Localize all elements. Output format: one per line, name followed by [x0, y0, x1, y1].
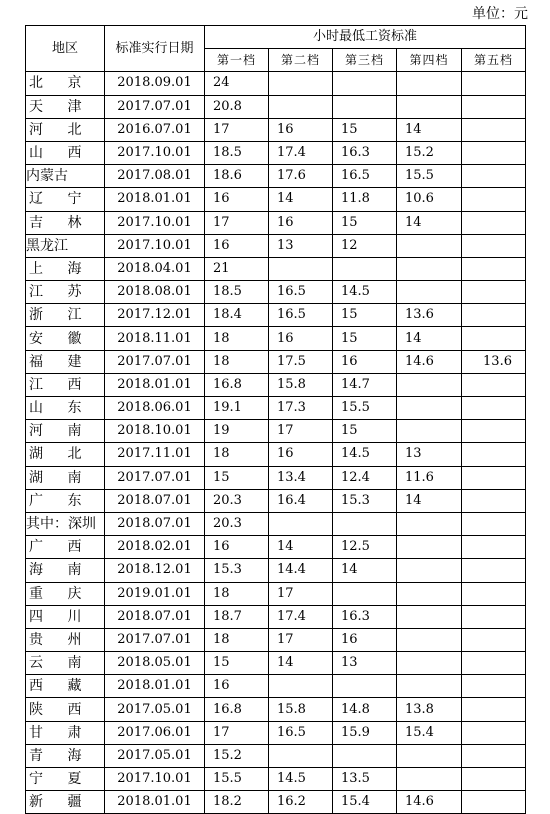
wage-level-3-cell: 16: [333, 628, 397, 651]
wage-level-2-cell: 16.4: [269, 489, 333, 512]
region-name: 江 西: [29, 376, 92, 393]
region-name: 辽 宁: [29, 191, 92, 208]
wage-level-3-cell: 15.3: [333, 489, 397, 512]
wage-level-5-cell: [462, 257, 526, 280]
wage-level-3-cell: 15: [333, 304, 397, 327]
wage-level-2-cell: [269, 744, 333, 767]
wage-level-1-cell: 15: [205, 652, 269, 675]
region-name: 湖 南: [29, 469, 92, 486]
table-row: [26, 118, 526, 141]
wage-level-4-cell: [397, 257, 462, 280]
date-cell: 2018.01.01: [105, 188, 205, 211]
wage-level-3-cell: 14.8: [333, 698, 397, 721]
table-row: [26, 628, 526, 651]
wage-level-3-cell: 15: [333, 211, 397, 234]
wage-level-1-cell: 18: [205, 327, 269, 350]
region-name: 福 建: [29, 353, 92, 370]
header-level-1: 第一档: [205, 49, 269, 72]
wage-level-5-cell: [462, 397, 526, 420]
table-row: [26, 350, 526, 373]
wage-level-5-cell: [462, 420, 526, 443]
table-row: [26, 281, 526, 304]
wage-level-4-cell: [397, 397, 462, 420]
region-cell: [26, 420, 105, 443]
wage-level-5-cell: [462, 791, 526, 814]
wage-level-5-cell: [462, 652, 526, 675]
region-name: 四 川: [29, 608, 92, 625]
wage-level-3-cell: 15: [333, 118, 397, 141]
wage-level-5-cell: 13.6: [462, 350, 526, 373]
wage-level-4-cell: [397, 768, 462, 791]
date-cell: 2018.01.01: [105, 675, 205, 698]
region-cell: [26, 327, 105, 350]
wage-level-4-cell: [397, 628, 462, 651]
wage-level-1-cell: 16.8: [205, 698, 269, 721]
wage-level-1-cell: 21: [205, 257, 269, 280]
region-name: 贵 州: [29, 631, 92, 648]
wage-level-4-cell: [397, 234, 462, 257]
wage-level-3-cell: 16.5: [333, 165, 397, 188]
wage-level-1-cell: 17: [205, 211, 269, 234]
region-name: 海 南: [29, 562, 92, 579]
region-cell: [26, 466, 105, 489]
wage-level-3-cell: 15.9: [333, 721, 397, 744]
wage-level-2-cell: [269, 257, 333, 280]
table-row: [26, 675, 526, 698]
header-level-2: 第二档: [269, 49, 333, 72]
table-row: [26, 652, 526, 675]
wage-level-2-cell: 15.8: [269, 373, 333, 396]
wage-level-5-cell: [462, 536, 526, 559]
wage-level-5-cell: [462, 304, 526, 327]
date-cell: 2017.10.01: [105, 211, 205, 234]
wage-level-1-cell: 18: [205, 582, 269, 605]
wage-level-5-cell: [462, 211, 526, 234]
wage-level-4-cell: 14: [397, 327, 462, 350]
table-row: [26, 95, 526, 118]
region-cell: [26, 118, 105, 141]
wage-level-2-cell: 16: [269, 327, 333, 350]
wage-level-3-cell: 13.5: [333, 768, 397, 791]
wage-level-1-cell: 18.4: [205, 304, 269, 327]
region-name: 安 徽: [29, 330, 92, 347]
region-cell: [26, 281, 105, 304]
wage-level-5-cell: [462, 489, 526, 512]
wage-level-4-cell: [397, 559, 462, 582]
date-cell: 2018.11.01: [105, 327, 205, 350]
wage-level-2-cell: 14: [269, 188, 333, 211]
wage-level-2-cell: [269, 95, 333, 118]
wage-level-5-cell: [462, 698, 526, 721]
wage-level-2-cell: 17: [269, 582, 333, 605]
date-cell: 2017.06.01: [105, 721, 205, 744]
wage-level-5-cell: [462, 234, 526, 257]
date-cell: 2017.12.01: [105, 304, 205, 327]
region-cell: [26, 211, 105, 234]
region-cell: [26, 72, 105, 95]
wage-level-2-cell: 14: [269, 536, 333, 559]
wage-level-3-cell: 16.3: [333, 605, 397, 628]
table-row: [26, 257, 526, 280]
table-row: [26, 791, 526, 814]
region-name: 山 西: [29, 145, 92, 162]
wage-level-4-cell: [397, 420, 462, 443]
wage-level-5-cell: [462, 582, 526, 605]
region-cell: [26, 536, 105, 559]
table-row: [26, 768, 526, 791]
table-row: [26, 188, 526, 211]
wage-level-5-cell: [462, 118, 526, 141]
wage-level-4-cell: 10.6: [397, 188, 462, 211]
region-name: 云 南: [29, 655, 92, 672]
wage-level-5-cell: [462, 628, 526, 651]
wage-level-4-cell: [397, 72, 462, 95]
wage-level-2-cell: 17: [269, 420, 333, 443]
region-cell: [26, 582, 105, 605]
wage-level-5-cell: [462, 281, 526, 304]
wage-level-1-cell: 17: [205, 721, 269, 744]
wage-level-5-cell: [462, 327, 526, 350]
table-row: [26, 512, 526, 535]
wage-level-3-cell: 12.4: [333, 466, 397, 489]
wage-level-2-cell: [269, 512, 333, 535]
wage-level-1-cell: 16: [205, 188, 269, 211]
wage-level-2-cell: 16.5: [269, 304, 333, 327]
region-name: 青 海: [29, 747, 92, 764]
wage-level-5-cell: [462, 605, 526, 628]
date-cell: 2018.01.01: [105, 373, 205, 396]
wage-level-3-cell: 12.5: [333, 536, 397, 559]
wage-level-5-cell: [462, 721, 526, 744]
wage-level-4-cell: 15.2: [397, 141, 462, 164]
date-cell: 2017.07.01: [105, 350, 205, 373]
date-cell: 2017.08.01: [105, 165, 205, 188]
wage-level-3-cell: [333, 582, 397, 605]
wage-level-3-cell: 15.4: [333, 791, 397, 814]
wage-level-1-cell: 16.8: [205, 373, 269, 396]
table-row: [26, 443, 526, 466]
table-row: [26, 582, 526, 605]
wage-level-4-cell: [397, 281, 462, 304]
table-row: [26, 559, 526, 582]
region-name: 黑龙江: [26, 237, 68, 254]
header-hourly-min-wage: 小时最低工资标准: [205, 26, 526, 49]
region-cell: [26, 188, 105, 211]
wage-level-1-cell: 15.2: [205, 744, 269, 767]
table-row: [26, 141, 526, 164]
wage-level-2-cell: 17.3: [269, 397, 333, 420]
region-name: 甘 肃: [29, 724, 92, 741]
wage-level-3-cell: 15: [333, 420, 397, 443]
region-name: 天 津: [29, 98, 92, 115]
region-cell: [26, 512, 105, 535]
region-name: 新 疆: [29, 794, 92, 811]
region-cell: [26, 373, 105, 396]
region-name: 西 藏: [29, 678, 92, 695]
region-name: 浙 江: [29, 307, 92, 324]
wage-level-2-cell: 16: [269, 118, 333, 141]
table-row: [26, 72, 526, 95]
wage-level-3-cell: 14.7: [333, 373, 397, 396]
wage-level-1-cell: 20.3: [205, 512, 269, 535]
wage-level-5-cell: [462, 559, 526, 582]
table-row: [26, 721, 526, 744]
wage-level-2-cell: 16: [269, 211, 333, 234]
wage-level-4-cell: 11.6: [397, 466, 462, 489]
wage-level-4-cell: 13.6: [397, 304, 462, 327]
date-cell: 2018.10.01: [105, 420, 205, 443]
region-name: 上 海: [29, 260, 92, 277]
region-cell: [26, 165, 105, 188]
wage-level-5-cell: [462, 373, 526, 396]
wage-level-1-cell: 18.7: [205, 605, 269, 628]
wage-level-4-cell: 14: [397, 489, 462, 512]
wage-level-1-cell: 18: [205, 628, 269, 651]
region-cell: [26, 698, 105, 721]
region-name: 山 东: [29, 400, 92, 417]
region-cell: [26, 744, 105, 767]
wage-level-4-cell: 13.8: [397, 698, 462, 721]
wage-level-4-cell: [397, 536, 462, 559]
header-level-3: 第三档: [333, 49, 397, 72]
region-cell: [26, 559, 105, 582]
date-cell: 2018.02.01: [105, 536, 205, 559]
date-cell: 2018.01.01: [105, 791, 205, 814]
unit-label: 单位：元: [472, 6, 528, 22]
wage-level-4-cell: [397, 582, 462, 605]
wage-level-3-cell: 16: [333, 350, 397, 373]
region-cell: [26, 304, 105, 327]
wage-level-2-cell: 14.4: [269, 559, 333, 582]
table-row: [26, 373, 526, 396]
wage-level-3-cell: [333, 72, 397, 95]
wage-level-1-cell: 18.5: [205, 281, 269, 304]
wage-level-2-cell: 16: [269, 443, 333, 466]
wage-level-2-cell: 17: [269, 628, 333, 651]
wage-level-1-cell: 16: [205, 234, 269, 257]
wage-level-5-cell: [462, 165, 526, 188]
region-name: 宁 夏: [29, 771, 92, 788]
region-cell: [26, 721, 105, 744]
region-cell: [26, 350, 105, 373]
wage-level-3-cell: 14.5: [333, 281, 397, 304]
date-cell: 2017.07.01: [105, 628, 205, 651]
wage-level-5-cell: [462, 95, 526, 118]
region-cell: [26, 675, 105, 698]
wage-level-5-cell: [462, 675, 526, 698]
header-level-5: 第五档: [462, 49, 526, 72]
date-cell: 2017.05.01: [105, 744, 205, 767]
wage-level-3-cell: 14: [333, 559, 397, 582]
wage-level-2-cell: [269, 72, 333, 95]
region-name: 河 南: [29, 423, 92, 440]
date-cell: 2017.05.01: [105, 698, 205, 721]
region-cell: [26, 234, 105, 257]
wage-level-4-cell: [397, 373, 462, 396]
table-row: [26, 327, 526, 350]
wage-level-1-cell: 16: [205, 536, 269, 559]
table-row: [26, 744, 526, 767]
region-name: 河 北: [29, 121, 92, 138]
wage-level-2-cell: 17.5: [269, 350, 333, 373]
wage-level-1-cell: 17: [205, 118, 269, 141]
table-body: [26, 72, 526, 814]
wage-level-1-cell: 19: [205, 420, 269, 443]
date-cell: 2017.07.01: [105, 95, 205, 118]
wage-level-2-cell: 13.4: [269, 466, 333, 489]
wage-level-2-cell: 16.5: [269, 281, 333, 304]
wage-level-4-cell: 14.6: [397, 350, 462, 373]
region-name: 广 西: [29, 539, 92, 556]
region-cell: [26, 443, 105, 466]
wage-level-2-cell: 13: [269, 234, 333, 257]
date-cell: 2018.07.01: [105, 489, 205, 512]
region-name: 广 东: [29, 492, 92, 509]
wage-level-5-cell: [462, 744, 526, 767]
wage-level-3-cell: 11.8: [333, 188, 397, 211]
region-name: 北 京: [29, 75, 92, 92]
date-cell: 2018.05.01: [105, 652, 205, 675]
wage-level-5-cell: [462, 188, 526, 211]
date-cell: 2017.11.01: [105, 443, 205, 466]
wage-level-1-cell: 15: [205, 466, 269, 489]
minimum-wage-table: [25, 25, 526, 814]
date-cell: 2017.10.01: [105, 768, 205, 791]
wage-level-2-cell: 14.5: [269, 768, 333, 791]
wage-level-1-cell: 18.2: [205, 791, 269, 814]
wage-level-3-cell: 14.5: [333, 443, 397, 466]
table-row: [26, 397, 526, 420]
wage-level-2-cell: 14: [269, 652, 333, 675]
region-cell: [26, 791, 105, 814]
table-row: [26, 605, 526, 628]
wage-level-4-cell: [397, 512, 462, 535]
wage-level-4-cell: 14: [397, 118, 462, 141]
wage-level-2-cell: 15.8: [269, 698, 333, 721]
wage-level-1-cell: 18: [205, 443, 269, 466]
wage-level-3-cell: 12: [333, 234, 397, 257]
wage-level-5-cell: [462, 466, 526, 489]
wage-level-4-cell: 15.4: [397, 721, 462, 744]
table-row: [26, 489, 526, 512]
region-cell: [26, 768, 105, 791]
wage-level-1-cell: 19.1: [205, 397, 269, 420]
date-cell: 2017.07.01: [105, 466, 205, 489]
table-row: [26, 165, 526, 188]
region-name: 内蒙古: [26, 168, 68, 185]
wage-level-4-cell: 13: [397, 443, 462, 466]
wage-level-3-cell: 16.3: [333, 141, 397, 164]
date-cell: 2017.10.01: [105, 234, 205, 257]
wage-level-5-cell: [462, 443, 526, 466]
wage-level-4-cell: 15.5: [397, 165, 462, 188]
table-row: [26, 466, 526, 489]
wage-level-1-cell: 24: [205, 72, 269, 95]
wage-level-5-cell: [462, 141, 526, 164]
date-cell: 2018.08.01: [105, 281, 205, 304]
date-cell: 2018.07.01: [105, 605, 205, 628]
wage-level-5-cell: [462, 512, 526, 535]
wage-level-3-cell: [333, 512, 397, 535]
region-cell: [26, 628, 105, 651]
date-cell: 2018.04.01: [105, 257, 205, 280]
wage-level-1-cell: 18.6: [205, 165, 269, 188]
region-name: 重 庆: [29, 585, 92, 602]
region-cell: [26, 605, 105, 628]
wage-level-1-cell: 18: [205, 350, 269, 373]
table-row: [26, 211, 526, 234]
table-row: [26, 536, 526, 559]
wage-level-1-cell: 15.5: [205, 768, 269, 791]
region-name: 陕 西: [29, 701, 92, 718]
wage-level-3-cell: 15.5: [333, 397, 397, 420]
header-date: 标准实行日期: [105, 26, 205, 72]
header-level-4: 第四档: [397, 49, 462, 72]
region-name: 湖 北: [29, 446, 92, 463]
wage-level-1-cell: 20.3: [205, 489, 269, 512]
wage-level-2-cell: 16.2: [269, 791, 333, 814]
wage-level-5-cell: [462, 72, 526, 95]
wage-level-1-cell: 16: [205, 675, 269, 698]
region-cell: [26, 489, 105, 512]
table-row: [26, 698, 526, 721]
header-region: 地区: [26, 26, 105, 72]
wage-level-2-cell: 17.6: [269, 165, 333, 188]
date-cell: 2018.06.01: [105, 397, 205, 420]
region-name: 吉 林: [29, 214, 92, 231]
wage-level-4-cell: [397, 675, 462, 698]
region-cell: [26, 397, 105, 420]
wage-level-4-cell: [397, 652, 462, 675]
wage-level-3-cell: [333, 257, 397, 280]
wage-level-5-cell: [462, 768, 526, 791]
date-cell: 2018.12.01: [105, 559, 205, 582]
wage-level-3-cell: [333, 675, 397, 698]
wage-level-4-cell: [397, 744, 462, 767]
wage-level-1-cell: 20.8: [205, 95, 269, 118]
wage-level-4-cell: 14: [397, 211, 462, 234]
region-cell: [26, 95, 105, 118]
wage-level-4-cell: [397, 605, 462, 628]
wage-level-1-cell: 15.3: [205, 559, 269, 582]
region-cell: [26, 652, 105, 675]
wage-level-3-cell: 13: [333, 652, 397, 675]
wage-level-1-cell: 18.5: [205, 141, 269, 164]
date-cell: 2016.07.01: [105, 118, 205, 141]
table-row: [26, 234, 526, 257]
wage-level-3-cell: 15: [333, 327, 397, 350]
date-cell: 2017.10.01: [105, 141, 205, 164]
region-name: 江 苏: [29, 284, 92, 301]
region-cell: [26, 257, 105, 280]
wage-level-3-cell: [333, 744, 397, 767]
wage-level-3-cell: [333, 95, 397, 118]
date-cell: 2018.09.01: [105, 72, 205, 95]
wage-level-4-cell: [397, 95, 462, 118]
wage-level-2-cell: [269, 675, 333, 698]
date-cell: 2018.07.01: [105, 512, 205, 535]
region-name: 其中：深圳: [26, 516, 96, 533]
wage-level-4-cell: 14.6: [397, 791, 462, 814]
wage-level-2-cell: 17.4: [269, 605, 333, 628]
date-cell: 2019.01.01: [105, 582, 205, 605]
table-row: [26, 304, 526, 327]
table-row: [26, 420, 526, 443]
wage-level-2-cell: 17.4: [269, 141, 333, 164]
wage-level-2-cell: 16.5: [269, 721, 333, 744]
region-cell: [26, 141, 105, 164]
